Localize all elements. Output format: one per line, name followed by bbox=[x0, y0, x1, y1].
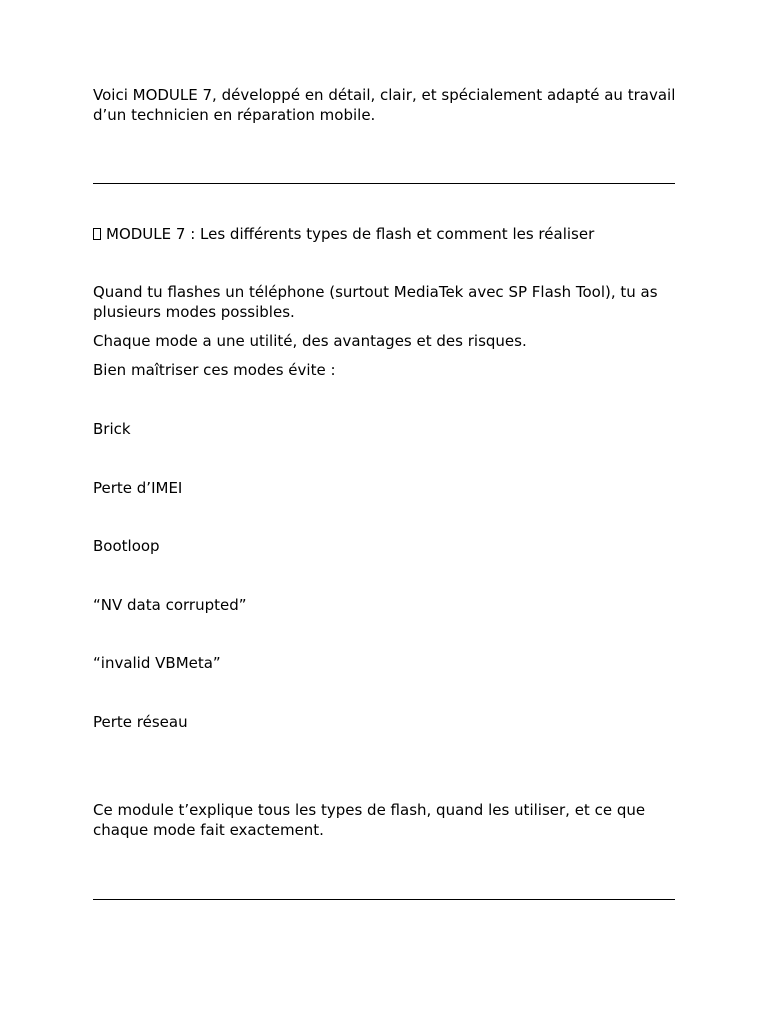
missing-glyph-icon bbox=[93, 228, 101, 240]
module-heading-text: MODULE 7 : Les différents types de flash et comment les réaliser bbox=[106, 225, 595, 243]
divider-top bbox=[93, 183, 675, 184]
list-item-bootloop: Bootloop bbox=[93, 537, 160, 555]
intro-text: Voici MODULE 7, développé en détail, clair, et spécialement adapté au travail d’un technicien en réparation mobile. bbox=[93, 86, 676, 124]
list-item-brick: Brick bbox=[93, 420, 131, 438]
list-item-network-loss: Perte réseau bbox=[93, 713, 188, 731]
list-item-imei-loss: Perte d’IMEI bbox=[93, 479, 183, 497]
paragraph-mode-utility: Chaque mode a une utilité, des avantages et des risques. bbox=[93, 332, 527, 350]
divider-bottom bbox=[93, 899, 675, 900]
list-item-nv-data: “NV data corrupted” bbox=[93, 596, 247, 614]
list-item-vbmeta: “invalid VBMeta” bbox=[93, 654, 221, 672]
conclusion-text: Ce module t’explique tous les types de flash, quand les utiliser, et ce que chaque mode fait exactement. bbox=[93, 801, 646, 839]
module-heading bbox=[93, 225, 678, 245]
paragraph-avoid: Bien maîtriser ces modes évite : bbox=[93, 361, 336, 379]
paragraph-flash-modes: Quand tu flashes un téléphone (surtout MediaTek avec SP Flash Tool), tu as plusieurs modes possibles. bbox=[93, 283, 658, 321]
